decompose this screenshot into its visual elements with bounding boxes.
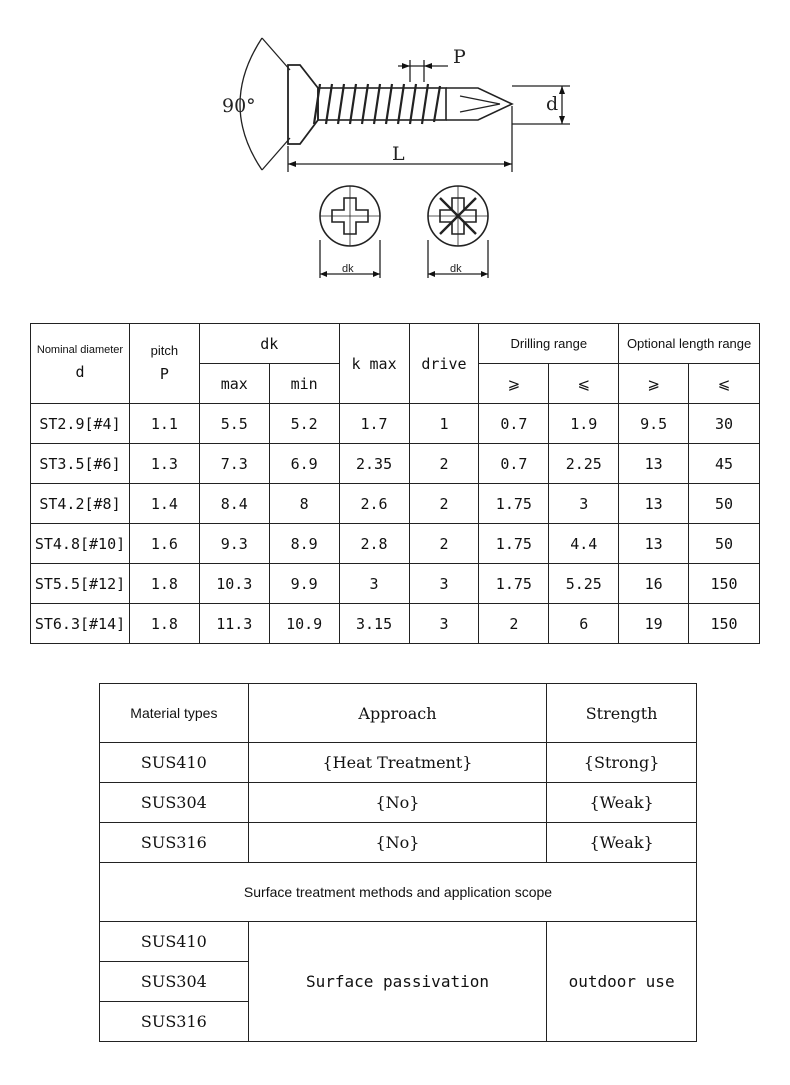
table-row: [100, 823, 697, 863]
header-length-le: ⩽: [689, 364, 760, 404]
cell-pitch: 1.8: [129, 564, 199, 604]
cell-k-max: 3.15: [339, 604, 409, 644]
cell-drill-max: 3: [549, 484, 619, 524]
header-pitch: pitch P: [129, 324, 199, 404]
cell-dk-min: 10.9: [269, 604, 339, 644]
surface-method: Surface passivation: [248, 922, 546, 1042]
cell-drill-min: 2: [479, 604, 549, 644]
cell-d: ST3.5[#6]: [31, 444, 130, 484]
cell-d: ST4.8[#10]: [31, 524, 130, 564]
header-length-ge: ⩾: [619, 364, 689, 404]
cell-d: ST5.5[#12]: [31, 564, 130, 604]
cell-drill-min: 1.75: [479, 484, 549, 524]
header-dk-max: max: [199, 364, 269, 404]
cell-dk-max: 10.3: [199, 564, 269, 604]
cell-k-max: 2.6: [339, 484, 409, 524]
header-k-max: k max: [339, 324, 409, 404]
cell-pitch: 1.3: [129, 444, 199, 484]
surface-treatment-title: Surface treatment methods and application scope: [100, 863, 697, 922]
header-material-types: Material types: [100, 684, 249, 743]
header-strength: Strength: [547, 684, 697, 743]
cell-k-max: 1.7: [339, 404, 409, 444]
cell-strength: {Weak}: [547, 783, 697, 823]
table-row: [100, 743, 697, 783]
surface-scope: outdoor use: [547, 922, 697, 1042]
header-drilling-range: Drilling range: [479, 324, 619, 364]
cell-pitch: 1.8: [129, 604, 199, 644]
cell-strength: {Weak}: [547, 823, 697, 863]
cell-length-min: 19: [619, 604, 689, 644]
angle-label: 90°: [222, 95, 256, 117]
cell-pitch: 1.4: [129, 484, 199, 524]
cell-drill-max: 6: [549, 604, 619, 644]
cell-dk-min: 5.2: [269, 404, 339, 444]
cell-dk-min: 9.9: [269, 564, 339, 604]
cell-k-max: 3: [339, 564, 409, 604]
head-dk-left: dk: [342, 263, 354, 275]
cell-dk-max: 8.4: [199, 484, 269, 524]
cell-length-max: 45: [689, 444, 760, 484]
cell-length-max: 30: [689, 404, 760, 444]
cell-material: SUS304: [100, 783, 249, 823]
cell-length-max: 150: [689, 604, 760, 644]
cell-length-min: 9.5: [619, 404, 689, 444]
table-row: [31, 404, 760, 444]
cell-drill-max: 5.25: [549, 564, 619, 604]
surface-material: SUS410: [100, 922, 249, 962]
cell-drive: 2: [409, 524, 479, 564]
header-dk: dk: [199, 324, 339, 364]
cell-length-min: 13: [619, 524, 689, 564]
cell-length-min: 13: [619, 484, 689, 524]
pitch-label: P: [453, 46, 466, 68]
cell-dk-max: 11.3: [199, 604, 269, 644]
header-drilling-le: ⩽: [549, 364, 619, 404]
cell-drill-max: 2.25: [549, 444, 619, 484]
drill-tip: [446, 88, 512, 120]
cell-drive: 3: [409, 604, 479, 644]
cell-dk-min: 6.9: [269, 444, 339, 484]
cell-material: SUS316: [100, 823, 249, 863]
surface-material: SUS316: [100, 1002, 249, 1042]
cell-pitch: 1.1: [129, 404, 199, 444]
cell-dk-min: 8.9: [269, 524, 339, 564]
cell-drive: 2: [409, 484, 479, 524]
table-row: [31, 564, 760, 604]
cell-approach: {No}: [248, 823, 546, 863]
table-row: [31, 484, 760, 524]
cell-approach: {Heat Treatment}: [248, 743, 546, 783]
screw-head: [288, 65, 318, 144]
table-row: [31, 604, 760, 644]
cell-length-max: 50: [689, 484, 760, 524]
cell-drill-max: 4.4: [549, 524, 619, 564]
cell-drill-min: 1.75: [479, 524, 549, 564]
specification-table: [30, 323, 760, 644]
cell-drill-max: 1.9: [549, 404, 619, 444]
cell-pitch: 1.6: [129, 524, 199, 564]
header-drive: drive: [409, 324, 479, 404]
surface-material: SUS304: [100, 962, 249, 1002]
cell-dk-max: 5.5: [199, 404, 269, 444]
table-row: [31, 444, 760, 484]
cell-length-min: 16: [619, 564, 689, 604]
header-drilling-ge: ⩾: [479, 364, 549, 404]
head-dk-right: dk: [450, 263, 462, 275]
cell-length-max: 50: [689, 524, 760, 564]
cell-d: ST4.2[#8]: [31, 484, 130, 524]
cell-material: SUS410: [100, 743, 249, 783]
screw-technical-drawing: [0, 0, 790, 300]
cell-strength: {Strong}: [547, 743, 697, 783]
cell-d: ST6.3[#14]: [31, 604, 130, 644]
cell-dk-max: 9.3: [199, 524, 269, 564]
length-label: L: [392, 143, 405, 165]
material-table: [99, 683, 697, 1042]
cell-dk-max: 7.3: [199, 444, 269, 484]
header-length-range: Optional length range: [619, 324, 760, 364]
cell-approach: {No}: [248, 783, 546, 823]
cell-drive: 2: [409, 444, 479, 484]
cell-drill-min: 0.7: [479, 444, 549, 484]
cell-k-max: 2.35: [339, 444, 409, 484]
header-dk-min: min: [269, 364, 339, 404]
cell-length-max: 150: [689, 564, 760, 604]
cell-drill-min: 0.7: [479, 404, 549, 444]
cell-length-min: 13: [619, 444, 689, 484]
header-nominal-diameter: Nominal diameter d: [31, 324, 130, 404]
cell-d: ST2.9[#4]: [31, 404, 130, 444]
table-row: [31, 524, 760, 564]
cell-drive: 1: [409, 404, 479, 444]
table-row: [100, 783, 697, 823]
screw-threads: [314, 84, 440, 124]
diameter-label: d: [546, 93, 559, 115]
cell-drive: 3: [409, 564, 479, 604]
cell-k-max: 2.8: [339, 524, 409, 564]
header-approach: Approach: [248, 684, 546, 743]
cell-dk-min: 8: [269, 484, 339, 524]
cell-drill-min: 1.75: [479, 564, 549, 604]
